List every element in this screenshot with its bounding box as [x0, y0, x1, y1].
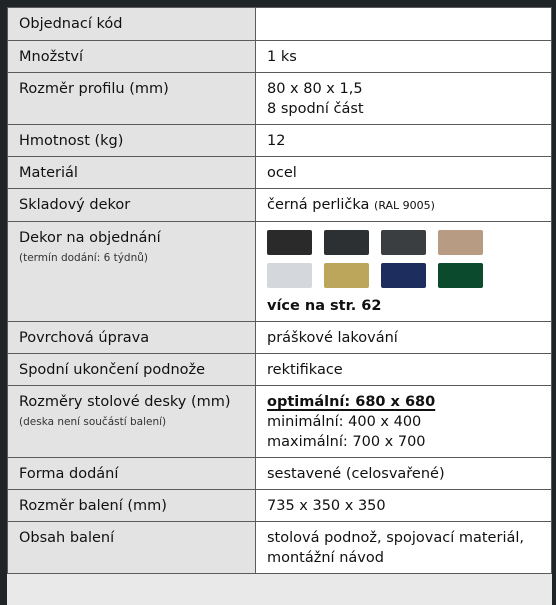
value-tabletop-size — [256, 386, 552, 458]
color-swatch — [324, 230, 369, 255]
spec-sheet — [7, 7, 552, 605]
table-row — [8, 490, 552, 522]
value-order-decor — [256, 222, 552, 322]
table-row — [8, 354, 552, 386]
stock-decor-main: černá perlička — [267, 197, 370, 213]
order-decor-label: Dekor na objednání — [19, 230, 161, 246]
tabletop-minimal: minimální: 400 x 400 — [267, 414, 422, 430]
table-row — [8, 157, 552, 189]
label-package-size: Rozměr balení (mm) — [8, 490, 256, 522]
table-row — [8, 222, 552, 322]
tabletop-size-label: Rozměry stolové desky (mm) — [19, 394, 231, 410]
package-contents-line2: montážní návod — [267, 550, 384, 566]
value-quantity: 1 ks — [256, 41, 552, 73]
label-order-code: Objednací kód — [8, 8, 256, 41]
value-profile-size — [256, 73, 552, 125]
label-package-contents: Obsah balení — [8, 522, 256, 574]
label-surface-finish: Povrchová úprava — [8, 322, 256, 354]
order-decor-sublabel: (termín dodání: 6 týdnů) — [19, 252, 148, 264]
value-surface-finish: práškové lakování — [256, 322, 552, 354]
package-contents-line1: stolová podnož, spojovací materiál, — [267, 530, 524, 546]
color-swatch — [381, 230, 426, 255]
value-package-contents — [256, 522, 552, 574]
color-swatches — [267, 230, 551, 288]
color-swatch — [267, 263, 312, 288]
label-material: Materiál — [8, 157, 256, 189]
label-order-decor — [8, 222, 256, 322]
table-row — [8, 522, 552, 574]
table-row — [8, 189, 552, 222]
tabletop-size-sublabel: (deska není součástí balení) — [19, 416, 167, 428]
tabletop-maximal: maximální: 700 x 700 — [267, 434, 426, 450]
tabletop-optimal: optimální: 680 x 680 — [267, 394, 436, 410]
table-row — [8, 41, 552, 73]
table-row — [8, 386, 552, 458]
stock-decor-note: (RAL 9005) — [374, 199, 435, 212]
spec-table — [7, 7, 552, 574]
value-foot-termination: rektifikace — [256, 354, 552, 386]
table-row — [8, 458, 552, 490]
value-order-code — [256, 8, 552, 41]
more-colors-reference: více na str. 62 — [267, 298, 382, 314]
label-stock-decor: Skladový dekor — [8, 189, 256, 222]
label-foot-termination: Spodní ukončení podnože — [8, 354, 256, 386]
table-row — [8, 73, 552, 125]
table-row — [8, 125, 552, 157]
label-weight: Hmotnost (kg) — [8, 125, 256, 157]
label-tabletop-size — [8, 386, 256, 458]
value-weight: 12 — [256, 125, 552, 157]
profile-size-line1: 80 x 80 x 1,5 — [267, 81, 363, 97]
color-swatch — [438, 230, 483, 255]
color-swatch — [438, 263, 483, 288]
label-delivery-form: Forma dodání — [8, 458, 256, 490]
value-package-size: 735 x 350 x 350 — [256, 490, 552, 522]
color-swatch — [381, 263, 426, 288]
profile-size-line2: 8 spodní část — [267, 101, 364, 117]
label-quantity: Množství — [8, 41, 256, 73]
table-row — [8, 322, 552, 354]
table-row — [8, 8, 552, 41]
value-stock-decor — [256, 189, 552, 222]
value-material: ocel — [256, 157, 552, 189]
color-swatch — [324, 263, 369, 288]
label-profile-size: Rozměr profilu (mm) — [8, 73, 256, 125]
value-delivery-form: sestavené (celosvařené) — [256, 458, 552, 490]
color-swatch — [267, 230, 312, 255]
